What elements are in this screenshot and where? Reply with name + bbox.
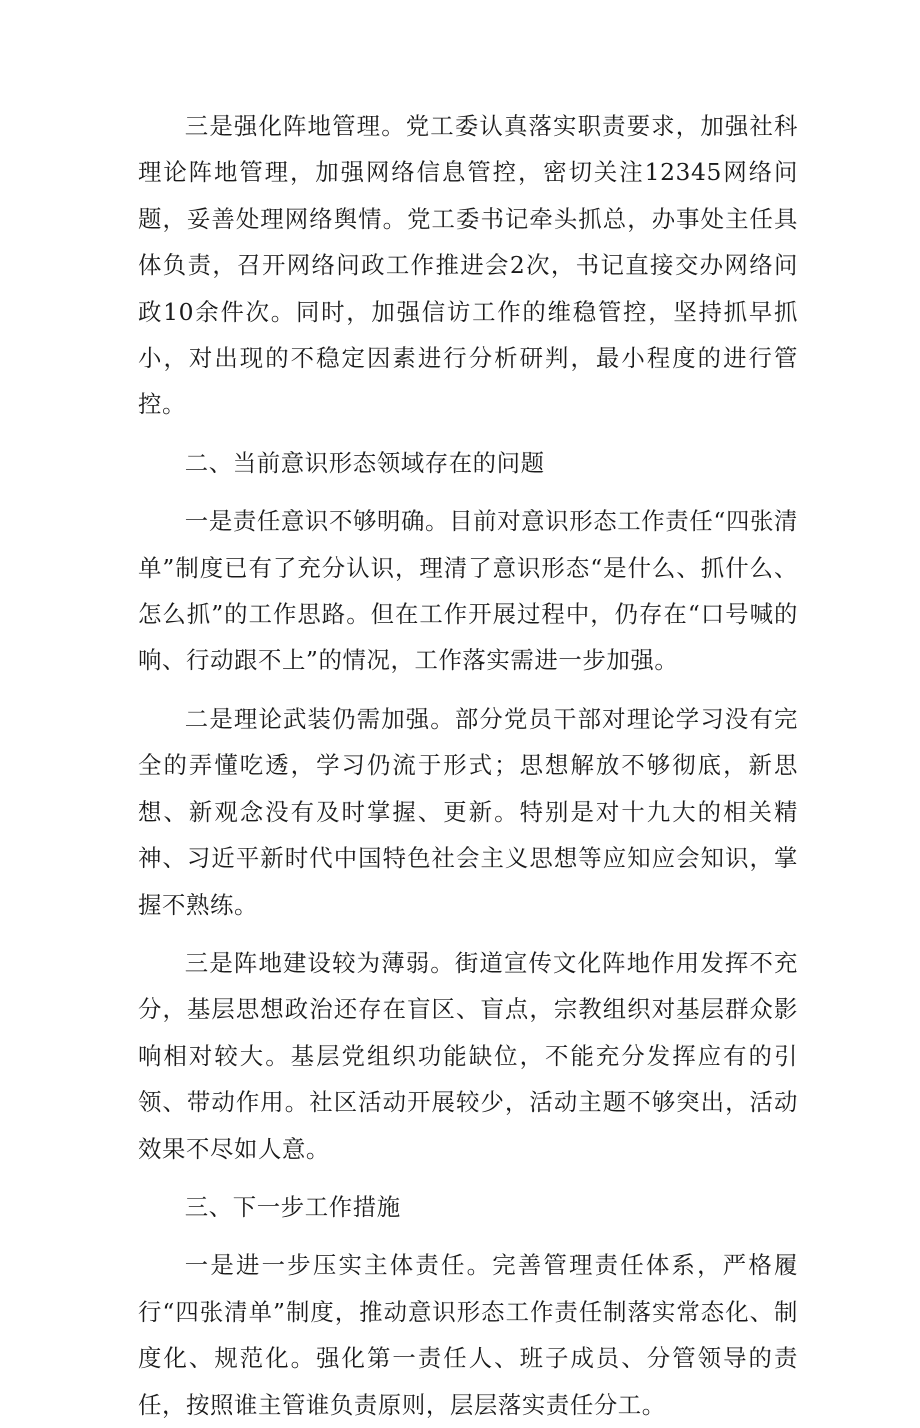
paragraph-gap [138,684,798,696]
paragraph-responsibility-awareness: 一是责任意识不够明确。目前对意识形态工作责任“四张清单”制度已有了充分认识，理清了意识形态“是什么、抓什么、怎么抓”的工作思路。但在工作开展过程中，仍存在“口号喊的响、行动跟不上”的情况，工作落实需进一步加强。 [138,507,798,675]
paragraph-gap [138,928,798,940]
paragraph-position-management: 三是强化阵地管理。党工委认真落实职责要求，加强社科理论阵地管理，加强网络信息管控，密切关注12345网络问题，妥善处理网络舆情。党工委书记牵头抓总，办事处主任具体负责，召开网络问政工作推进会2次，书记直接交办网络问政10余件次。同时，加强信访工作的维稳管控，坚持抓早抓小，对出现的不稳定因素进行分析研判，最小程度的进行管控。 [138,112,798,419]
document-body [138,103,798,1428]
paragraph-main-responsibility: 一是进一步压实主体责任。完善管理责任体系，严格履行“四张清单”制度，推动意识形态工作责任制落实常态化、制度化、规范化。强化第一责任人、班子成员、分管领导的责任，按照谁主管谁负责原则，层层落实责任分工。 [138,1251,798,1419]
paragraph-gap [138,1230,798,1242]
paragraph-gap [138,486,798,498]
paragraph-gap [138,1172,798,1184]
section-heading-next-steps: 三、下一步工作措施 [184,1192,401,1221]
paragraph-position-construction: 三是阵地建设较为薄弱。街道宣传文化阵地作用发挥不充分，基层思想政治还存在盲区、盲点，宗教组织对基层群众影响相对较大。基层党组织功能缺位，不能充分发挥应有的引领、带动作用。社区活动开展较少，活动主题不够突出，活动效果不尽如人意。 [138,948,798,1163]
paragraph-gap [138,428,798,440]
section-heading-problems: 二、当前意识形态领域存在的问题 [184,448,545,477]
paragraph-theory-study: 二是理论武装仍需加强。部分党员干部对理论学习没有完全的弄懂吃透，学习仍流于形式；思想解放不够彻底，新思想、新观念没有及时掌握、更新。特别是对十九大的相关精神、习近平新时代中国特色社会主义思想等应知应会知识，掌握不熟练。 [138,704,798,919]
